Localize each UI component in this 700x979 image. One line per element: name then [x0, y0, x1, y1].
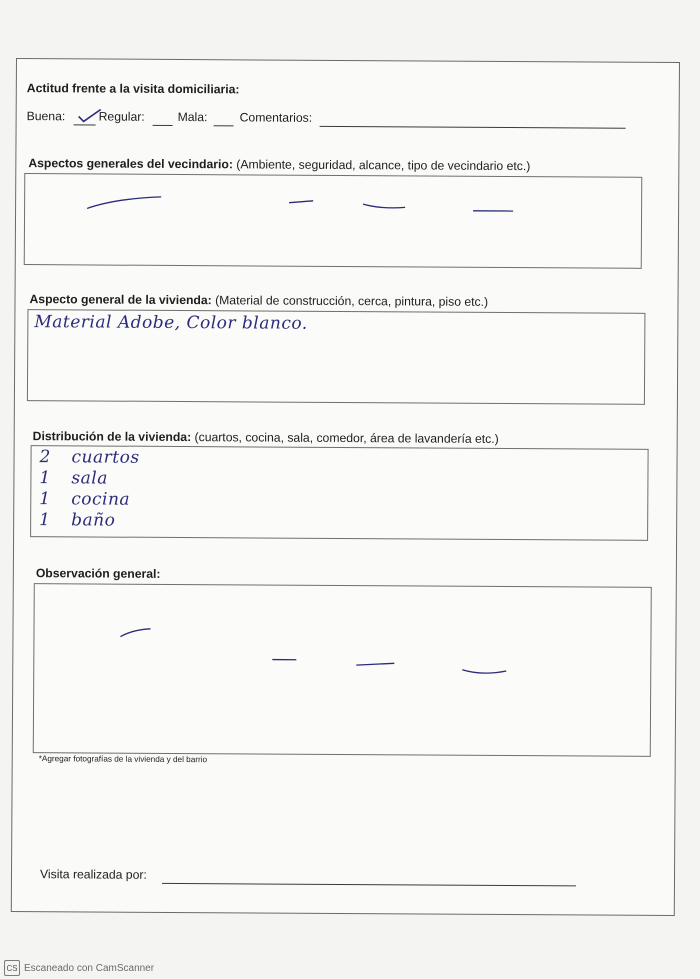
housing-box[interactable] — [27, 309, 646, 405]
observation-footnote: *Agregar fotografías de la vivienda y del barrio — [38, 754, 208, 765]
distribution-item: sala — [71, 468, 108, 489]
scanner-text: Escaneado con CamScanner — [24, 962, 155, 974]
camscanner-logo-icon: CS — [4, 960, 20, 976]
observation-box[interactable] — [33, 583, 652, 757]
distribution-qty: 2 — [39, 447, 51, 468]
housing-title: Aspecto general de la vivienda: — [29, 292, 212, 308]
distribution-item: baño — [71, 510, 116, 531]
neighborhood-hint: (Ambiente, seguridad, alcance, tipo de vecindario etc.) — [236, 157, 531, 174]
blank-stroke-icon — [118, 627, 154, 639]
distribution-qty: 1 — [39, 489, 51, 510]
blank-stroke-icon — [270, 656, 300, 664]
blank-stroke-icon — [471, 207, 517, 215]
blank-stroke-icon — [287, 198, 317, 206]
regular-label: Regular: — [98, 109, 145, 124]
housing-handwritten: Material Adobe, Color blanco. — [34, 312, 308, 334]
distribution-heading — [33, 429, 499, 446]
neighborhood-box[interactable] — [24, 173, 643, 269]
blank-stroke-icon — [85, 192, 165, 212]
buena-label: Buena: — [26, 109, 66, 124]
neighborhood-heading — [28, 156, 530, 173]
distribution-item: cuartos — [71, 447, 140, 468]
distribution-box[interactable] — [30, 445, 649, 541]
mala-label: Mala: — [177, 109, 208, 125]
buena-blank[interactable] — [74, 124, 96, 125]
housing-heading — [29, 292, 488, 309]
comentarios-label: Comentarios: — [239, 110, 313, 125]
attitude-title: Actitud frente a la visita domiciliaria: — [26, 81, 240, 97]
blank-stroke-icon — [354, 660, 398, 668]
form-sheet — [11, 58, 680, 916]
distribution-qty: 1 — [39, 468, 51, 489]
observation-title: Observación general: — [35, 566, 161, 581]
comentarios-blank[interactable] — [320, 126, 626, 129]
housing-hint: (Material de construcción, cerca, pintura, piso etc.) — [215, 293, 489, 309]
blank-stroke-icon — [361, 201, 411, 211]
distribution-item: cocina — [71, 489, 131, 510]
visit-blank[interactable] — [162, 883, 576, 887]
scanner-footer — [4, 960, 154, 976]
blank-stroke-icon — [460, 667, 510, 677]
mala-blank[interactable] — [214, 125, 234, 126]
distribution-title: Distribución de la vivienda: — [32, 429, 192, 445]
regular-blank[interactable] — [153, 125, 173, 126]
neighborhood-title: Aspectos generales del vecindario: — [28, 156, 233, 172]
visit-label: Visita realizada por: — [39, 867, 147, 882]
distribution-hint: (cuartos, cocina, sala, comedor, área de lavandería etc.) — [194, 430, 499, 446]
distribution-qty: 1 — [39, 510, 51, 531]
